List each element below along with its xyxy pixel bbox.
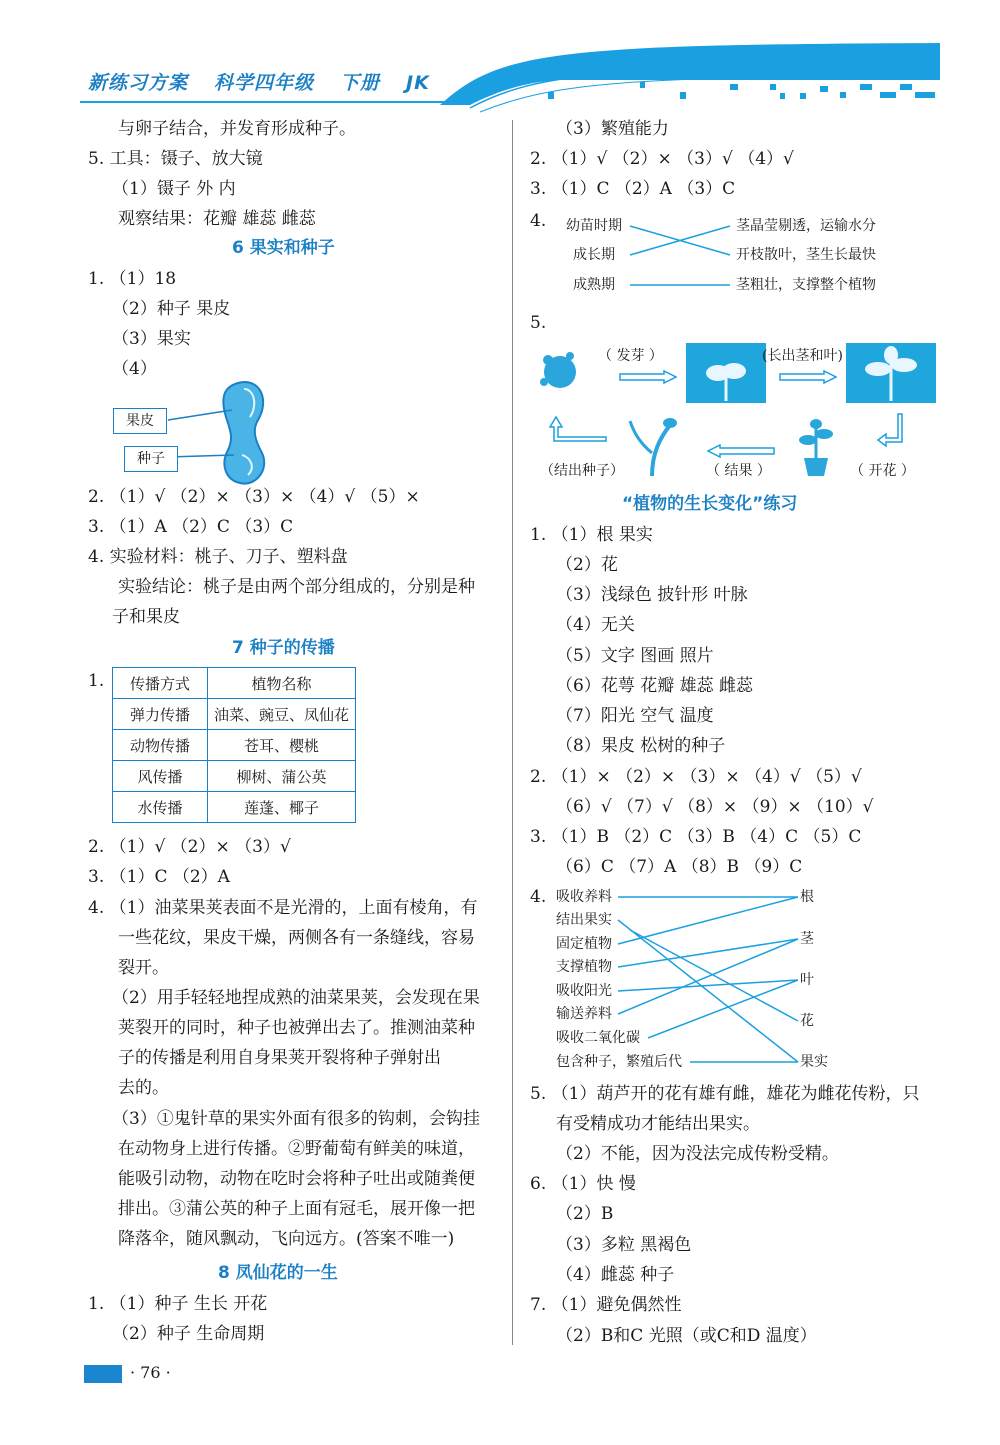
seed-icon: [530, 342, 590, 397]
stage-label-sprout: （ 发芽 ）: [598, 348, 663, 364]
edition-name: JK: [406, 72, 430, 94]
text-line: 3. （1）C （2）A: [88, 867, 230, 887]
potted-plant-drawing: [796, 418, 836, 478]
table-cell: 油菜、豌豆、凤仙花: [208, 699, 356, 730]
text-line: 2. （1）√ （2）× （3）√: [88, 837, 291, 857]
table-cell: 苍耳、樱桃: [208, 730, 356, 761]
arrow-down-icon: [876, 412, 916, 452]
section-heading: “植物的生长变化”练习: [622, 494, 798, 514]
label-box-seed: 种子: [124, 446, 178, 472]
table-cell: 弹力传播: [113, 699, 208, 730]
table-row: [113, 730, 356, 761]
section-heading: 8 凤仙花的一生: [218, 1263, 338, 1283]
table-header: 传播方式: [113, 668, 208, 699]
text-line: （6）花萼 花瓣 雄蕊 雌蕊: [556, 676, 754, 696]
series-name: 新练习方案: [88, 72, 189, 94]
section-heading: 6 果实和种子: [232, 238, 335, 258]
match-left-item: 吸收二氧化碳: [556, 1030, 640, 1046]
text-line: 7. （1）避免偶然性: [530, 1295, 682, 1315]
text-line: 6. （1）快 慢: [530, 1174, 636, 1194]
table-cell: 水传播: [113, 792, 208, 823]
text-line: （2）B: [556, 1204, 614, 1224]
arrow-up-icon: [540, 415, 610, 445]
sprout-image: [686, 343, 766, 403]
table-cell: 莲蓬、椰子: [208, 792, 356, 823]
text-line: 去的。: [118, 1078, 169, 1098]
text-line: （7）阳光 空气 温度: [556, 706, 714, 726]
match-right-item: 叶: [800, 972, 814, 988]
arrow-left-icon: [706, 444, 776, 458]
table-header-row: [113, 668, 356, 699]
text-line: 2. （1）√ （2）× （3）× （4）√ （5）×: [88, 487, 420, 507]
table-cell: 动物传播: [113, 730, 208, 761]
column-divider: [512, 120, 513, 1345]
subject-name: 科学四年级: [214, 72, 315, 94]
text-line: 与卵子结合，并发育形成种子。: [118, 119, 356, 139]
volume-name: 下册: [340, 72, 381, 94]
text-line: （3）多粒 黑褐色: [556, 1235, 692, 1255]
match-left-item: 吸收养料: [556, 889, 612, 905]
text-line: 4. （1）油菜果荚表面不是光滑的，上面有棱角，有: [88, 898, 478, 918]
match-lines-1: [626, 215, 736, 295]
match-right-item: 开枝散叶，茎生长最快: [736, 247, 876, 263]
text-line: 3. （1）B （2）C （3）B （4）C （5）C: [530, 827, 862, 847]
text-line: 实验结论：桃子是由两个部分组成的，分别是种: [118, 577, 475, 597]
match-left-item: 成熟期: [573, 277, 615, 293]
text-line: 2. （1）× （2）× （3）× （4）√ （5）√: [530, 767, 862, 787]
text-line: （2）花: [556, 555, 618, 575]
text-line: 4.: [530, 887, 547, 907]
match-lines-2: [600, 885, 800, 1075]
text-line: 子的传播是利用自身果荚开裂将种子弹射出: [118, 1048, 441, 1068]
text-line: （1）镊子 外 内: [112, 179, 236, 199]
leaves-image: [846, 343, 936, 403]
text-line: 5. 工具：镊子、放大镜: [88, 149, 263, 169]
stage-label-fruit: （ 结果 ）: [706, 463, 771, 479]
label-box-skin: 果皮: [113, 408, 167, 434]
match-left-item: 支撑植物: [556, 959, 612, 975]
page-number: · 76 ·: [130, 1363, 171, 1382]
match-left-item: 包含种子，繁殖后代: [556, 1054, 682, 1070]
table-row: [113, 699, 356, 730]
text-line: （4）: [112, 359, 157, 379]
text-line: （6）√ （7）√ （8）× （9）× （10）√: [556, 797, 874, 817]
text-line: （6）C （7）A （8）B （9）C: [556, 857, 803, 877]
table-header: 植物名称: [208, 668, 356, 699]
text-line: （3）繁殖能力: [556, 119, 669, 139]
page-number-bar: [84, 1365, 122, 1383]
text-line: （2）B和C 光照（或C和D 温度）: [556, 1326, 817, 1346]
dispersal-table: [112, 667, 356, 823]
stage-label-flower: （ 开花 ）: [850, 463, 915, 479]
text-line: 4. 实验材料：桃子、刀子、塑料盘: [88, 547, 348, 567]
flower-stem-drawing: [622, 413, 682, 478]
match-left-item: 输送养料: [556, 1006, 612, 1022]
match-right-item: 茎: [800, 931, 814, 947]
text-line: （2）种子 果皮: [112, 299, 231, 319]
text-line: （2）不能，因为没法完成传粉受精。: [556, 1144, 839, 1164]
match-left-item: 成长期: [573, 247, 615, 263]
text-line: （3）①鬼针草的果实外面有很多的钩刺，会钩挂: [112, 1109, 480, 1129]
match-right-item: 根: [800, 889, 814, 905]
stage-label-seed: （结出种子）: [540, 463, 624, 479]
match-left-item: 吸收阳光: [556, 983, 612, 999]
match-left-item: 固定植物: [556, 936, 612, 952]
text-line: 1. （1）18: [88, 269, 177, 289]
text-line: 4.: [530, 211, 547, 231]
match-left-item: 结出果实: [556, 912, 612, 928]
text-line: 1. （1）种子 生长 开花: [88, 1294, 268, 1314]
text-line: 一些花纹，果皮干燥，两侧各有一条缝线，容易: [118, 928, 475, 948]
table-row: [113, 792, 356, 823]
text-line: 裂开。: [118, 958, 169, 978]
text-line: （4）雌蕊 种子: [556, 1265, 675, 1285]
text-line: 在动物身上进行传播。②野葡萄有鲜美的味道，: [118, 1139, 475, 1159]
match-right-item: 花: [800, 1013, 814, 1029]
match-right-item: 茎粗壮，支撑整个植物: [736, 277, 876, 293]
text-line: （5）文字 图画 照片: [556, 646, 714, 666]
text-line: 子和果皮: [112, 607, 180, 627]
text-line: （2）种子 生命周期: [112, 1324, 265, 1344]
table-cell: 柳树、蒲公英: [208, 761, 356, 792]
text-line: 3. （1）A （2）C （3）C: [88, 517, 294, 537]
text-line: 1.: [88, 671, 105, 691]
text-line: （2）用手轻轻地捏成熟的油菜果荚，会发现在果: [112, 988, 480, 1008]
text-line: 2. （1）√ （2）× （3）√ （4）√: [530, 149, 794, 169]
table-cell: 风传播: [113, 761, 208, 792]
arrow-right-icon: [618, 370, 678, 384]
text-line: 荚裂开的同时，种子也被弹出去了。推测油菜种: [118, 1018, 475, 1038]
text-line: 5. （1）葫芦开的花有雄有雌，雄花为雌花传粉，只: [530, 1084, 920, 1104]
text-line: 能吸引动物，动物在吃时会将种子吐出或随粪便: [118, 1169, 475, 1189]
text-line: 3. （1）C （2）A （3）C: [530, 179, 736, 199]
section-heading: 7 种子的传播: [232, 638, 335, 658]
text-line: 排出。③蒲公英的种子上面有冠毛，展开像一把: [118, 1199, 475, 1219]
text-line: 观察结果：花瓣 雄蕊 雌蕊: [118, 209, 316, 229]
table-row: [113, 761, 356, 792]
match-left-item: 幼苗时期: [566, 218, 622, 234]
text-line: （3）果实: [112, 329, 191, 349]
arrow-right-icon: [778, 370, 838, 384]
text-line: 1. （1）根 果实: [530, 525, 653, 545]
match-right-item: 果实: [800, 1054, 828, 1070]
text-line: 有受精成功才能结出果实。: [556, 1114, 760, 1134]
text-line: （8）果皮 松树的种子: [556, 736, 726, 756]
stage-label-leaf: (长出茎和叶): [762, 348, 843, 364]
header-title: [88, 68, 456, 95]
text-line: 5.: [530, 313, 547, 333]
match-right-item: 茎晶莹剔透，运输水分: [736, 218, 876, 234]
text-line: （4）无关: [556, 615, 635, 635]
peanut-drawing: [160, 375, 290, 490]
text-line: （3）浅绿色 披针形 叶脉: [556, 585, 748, 605]
text-line: 降落伞，随风飘动，飞向远方。(答案不唯一): [118, 1229, 455, 1249]
